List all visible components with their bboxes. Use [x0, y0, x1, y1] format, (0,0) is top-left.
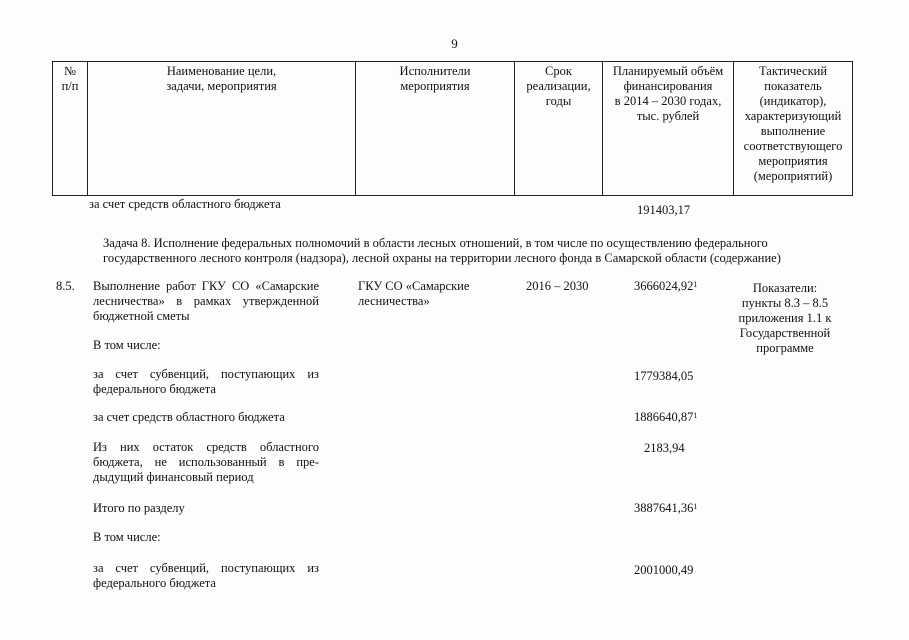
including-label-2: В том числе:: [93, 530, 161, 544]
item-term: 2016 – 2030: [526, 279, 589, 293]
prev-regional-label: за счет средств областного бюджета: [89, 197, 281, 211]
header-executors: Исполнители мероприятия: [399, 64, 471, 93]
item-number: 8.5.: [56, 279, 75, 293]
federal-subvention-label: за счет субвенций, поступающих из федерального бюджета: [93, 367, 319, 396]
task-8-heading: Задача 8. Исполнение федеральных полномочий в области лесных отношений, в том числе по осуществлению федерального государственного лесного контроля (надзора), лесной охраны на территории лесного фонда в Самарской области (содержание): [103, 236, 781, 265]
header-term: Срок реализации, годы: [526, 64, 591, 108]
remainder-value: 2183,94: [644, 441, 685, 455]
header-name: Наименование цели, задачи, мероприятия: [166, 64, 277, 93]
regional-budget-label: за счет средств областного бюджета: [93, 410, 285, 424]
page-number: 9: [451, 36, 458, 51]
item-executor: ГКУ СО «Самарские лесничества»: [358, 279, 470, 308]
remainder-label: Из них остаток средств областного бюджета, не использованный в пре-дыдущий финансовый период: [93, 440, 319, 484]
header-volume: Планируемый объём финансирования в 2014 – 2030 годах, тыс. рублей: [612, 64, 724, 123]
section-total-value: 3887641,36$^1$: [634, 501, 698, 515]
item-name: Выполнение работ ГКУ СО «Самарские лесничества» в рамках утвержденной бюджетной сметы: [93, 279, 319, 323]
federal-subvention-value: 1779384,05: [634, 369, 694, 383]
header-num: № п/п: [61, 64, 79, 93]
including-label: В том числе:: [93, 338, 161, 352]
header-indicator: Тактический показатель (индикатор), характеризующий выполнение соответствующего мероприятия (мероприятий): [743, 64, 843, 183]
federal-subvention-value-2: 2001000,49: [634, 563, 694, 577]
header-table: [52, 61, 853, 196]
item-value: 3666024,92$^1$: [634, 279, 698, 293]
section-total-label: Итого по разделу: [93, 501, 185, 515]
prev-regional-value: 191403,17: [637, 203, 691, 217]
item-indicator: Показатели: пункты 8.3 – 8.5 приложения 1.1 к Государственной программе: [738, 281, 832, 355]
federal-subvention-label-2: за счет субвенций, поступающих из федерального бюджета: [93, 561, 319, 590]
regional-budget-value: 1886640,87$^1$: [634, 410, 698, 424]
